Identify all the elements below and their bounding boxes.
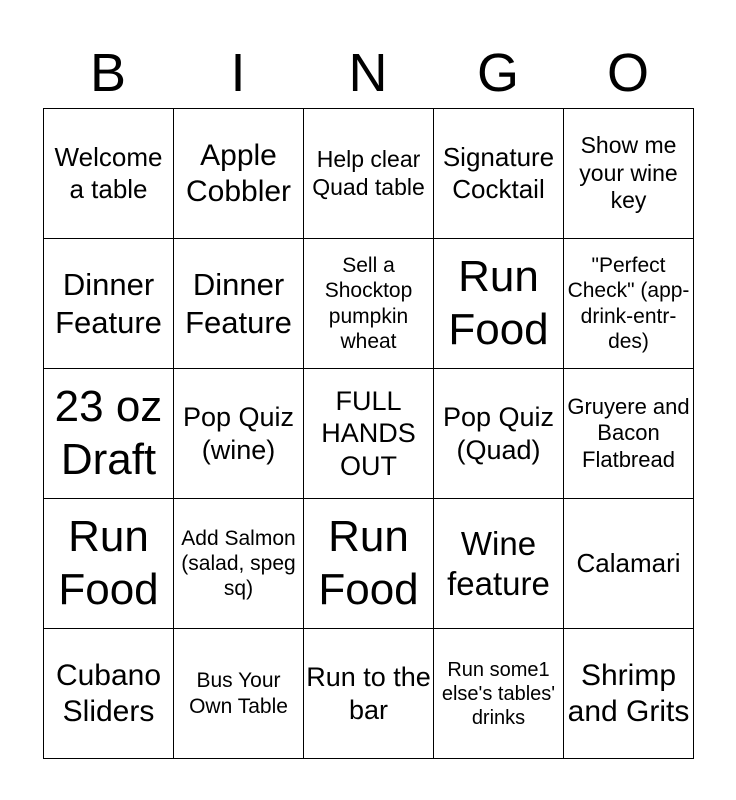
board-row	[44, 629, 694, 759]
bingo-cell[interactable]: Cubano Sliders	[44, 629, 174, 759]
bingo-board	[43, 108, 694, 759]
bingo-cell[interactable]: Calamari	[564, 499, 694, 629]
bingo-cell[interactable]: Run Food	[304, 499, 434, 629]
bingo-cell[interactable]: Dinner Feature	[174, 239, 304, 369]
bingo-cell[interactable]: Pop Quiz (Quad)	[434, 369, 564, 499]
bingo-cell[interactable]: Signature Cocktail	[434, 109, 564, 239]
bingo-cell[interactable]: Bus Your Own Table	[174, 629, 304, 759]
bingo-cell[interactable]: Wine feature	[434, 499, 564, 629]
header-letter-b: B	[89, 43, 127, 103]
header-letter-n: N	[348, 43, 388, 103]
bingo-cell[interactable]: 23 oz Draft	[44, 369, 174, 499]
bingo-cell[interactable]: Welcome a table	[44, 109, 174, 239]
board-row	[44, 499, 694, 629]
bingo-cell[interactable]: Add Salmon (salad, speg sq)	[174, 499, 304, 629]
board-row	[44, 109, 694, 239]
board-row	[44, 239, 694, 369]
bingo-cell[interactable]: Run some1 else's tables' drinks	[434, 629, 564, 759]
bingo-cell[interactable]: Apple Cobbler	[174, 109, 304, 239]
bingo-cell[interactable]: Pop Quiz (wine)	[174, 369, 304, 499]
header-letter-o: O	[606, 43, 649, 103]
bingo-cell[interactable]: Run Food	[434, 239, 564, 369]
bingo-cell[interactable]: Dinner Feature	[44, 239, 174, 369]
bingo-cell[interactable]: Run Food	[44, 499, 174, 629]
bingo-cell[interactable]: "Perfect Check" (app-drink-entr-des)	[564, 239, 694, 369]
bingo-cell[interactable]: Help clear Quad table	[304, 109, 434, 239]
bingo-cell[interactable]: Gruyere and Bacon Flatbread	[564, 369, 694, 499]
bingo-cell[interactable]: Shrimp and Grits	[564, 629, 694, 759]
bingo-cell[interactable]: Sell a Shocktop pumpkin wheat	[304, 239, 434, 369]
bingo-cell[interactable]: Run to the bar	[304, 629, 434, 759]
bingo-cell[interactable]: FULL HANDS OUT	[304, 369, 434, 499]
bingo-cell[interactable]: Show me your wine key	[564, 109, 694, 239]
header-letter-i: I	[230, 43, 246, 103]
board-row	[44, 369, 694, 499]
header-letter-g: G	[476, 43, 519, 103]
bingo-header	[43, 38, 693, 108]
